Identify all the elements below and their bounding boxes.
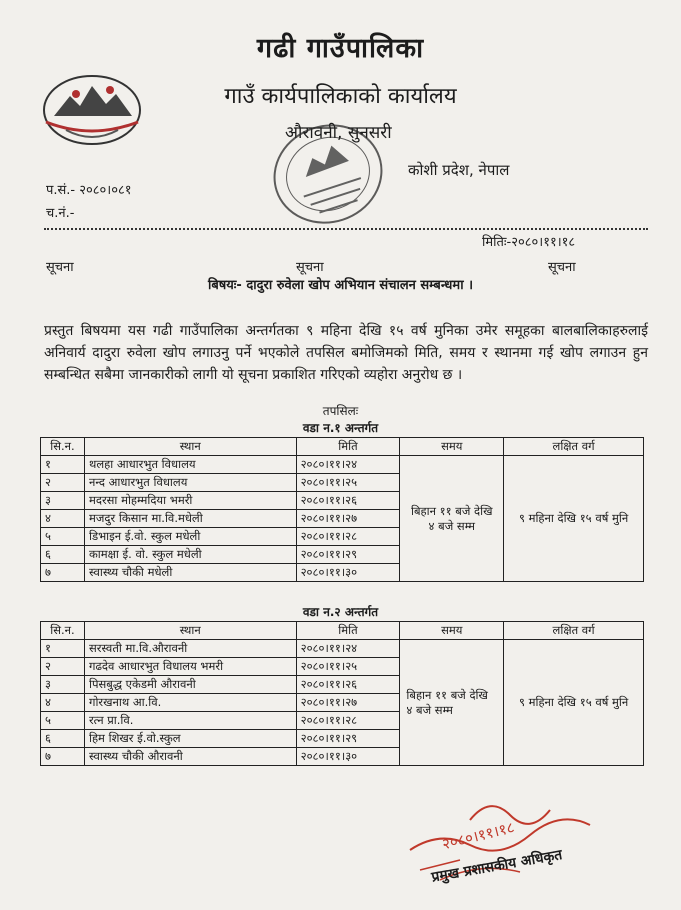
date-cell: २०८०।११।२४ [296,640,400,658]
col-serial: सि.न. [41,622,85,640]
serial-cell: ३ [41,492,85,510]
place-cell: स्वास्थ्य चौकी औरावनी [84,748,296,766]
province-name: कोशी प्रदेश, नेपाल [408,161,510,179]
serial-cell: १ [41,456,85,474]
header-divider [44,228,648,230]
serial-cell: ५ [41,528,85,546]
place-cell: गढदेव आधारभुत विधालय भमरी [84,658,296,676]
place-cell: थलहा आधारभुत विधालय [84,456,296,474]
table-header-row [41,622,644,640]
place-cell: मदरसा मोहम्मदिया भमरी [84,492,296,510]
ward1-caption: वडा न.१ अन्तर्गत [302,421,379,435]
place-cell: पिसबुद्ध एकेडमी औरावनी [84,676,296,694]
date-cell: २०८०।११।२५ [296,474,400,492]
signature-date: २०८०।११।१८ [440,818,517,854]
date-cell: २०८०।११।३० [296,564,400,582]
date-cell: २०८०।११।२८ [296,712,400,730]
subject-line: बिषयः- दादुरा रुवेला खोप अभियान संचालन सम्बन्धमा । [207,278,474,293]
office-stamp [268,118,388,230]
office-location: औरावनी, सुनसरी [285,123,392,143]
col-target: लक्षित वर्ग [504,438,644,456]
schedule-heading: तपसिलः [322,404,359,418]
page-title: गढी गाउँपालिका [256,33,425,64]
notice-label-center: सूचना [296,260,324,275]
ward2-caption: वडा न.२ अन्तर्गत [302,605,379,619]
table-row [41,640,644,658]
notice-label-right: सूचना [548,260,576,275]
date-cell: २०८०।११।२६ [296,676,400,694]
place-cell: मजदुर किसान मा.वि.मधेली [84,510,296,528]
place-cell: सरस्वती मा.वि.औरावनी [84,640,296,658]
col-target: लक्षित वर्ग [504,622,644,640]
col-place: स्थान [84,438,296,456]
date-cell: २०८०।११।२८ [296,528,400,546]
col-serial: सि.न. [41,438,85,456]
date-cell: २०८०।११।२५ [296,658,400,676]
date-cell: २०८०।११।२६ [296,492,400,510]
date-cell: २०८०।११।२९ [296,730,400,748]
dispatch-number: च.नं.- [46,206,75,221]
target-cell: ९ महिना देखि १५ वर्ष मुनि [504,456,644,582]
table-row [41,456,644,474]
serial-cell: २ [41,658,85,676]
col-date: मिति [296,438,400,456]
serial-cell: ४ [41,694,85,712]
ward2-table [40,621,644,766]
signatory-designation: प्रमुख प्रशासकीय अधिकृत [430,846,564,886]
place-cell: डिभाइन ई.वो. स्कुल मधेली [84,528,296,546]
time-cell: बिहान ११ बजे देखि ४ बजे सम्म [400,456,504,582]
serial-cell: १ [41,640,85,658]
table-header-row [41,438,644,456]
place-cell: रत्न प्रा.वि. [84,712,296,730]
time-cell: बिहान ११ बजे देखि ४ बजे सम्म [400,640,504,766]
date-cell: २०८०।११।३० [296,748,400,766]
letter-date: मितिः-२०८०।११।१८ [482,235,576,250]
date-cell: २०८०।११।२९ [296,546,400,564]
place-cell: हिम शिखर ई.वो.स्कुल [84,730,296,748]
office-name: गाउँ कार्यपालिकाको कार्यालय [224,84,457,109]
serial-cell: ७ [41,564,85,582]
place-cell: नन्द आधारभुत विधालय [84,474,296,492]
notice-label-left: सूचना [46,260,74,275]
ward1-table [40,437,644,582]
place-cell: कामक्षा ई. वो. स्कुल मधेली [84,546,296,564]
col-time: समय [400,438,504,456]
serial-cell: ५ [41,712,85,730]
notice-body: प्रस्तुत बिषयमा यस गढी गाउँपालिका अन्तर्गतका ९ महिना देखि १५ वर्ष मुनिका उमेर समूहका बालबालिकाहरुलाई अनिवार्य दादुरा रुवेला खोप लगाउनु पर्ने भएकोले तपसिल बमोजिमको मिति, समय र स्थानमा गई खोप लगाउन हुन सम्बन्धित सबैमा जानकारीको लागी यो सूचना प्रकाशित गरिएको व्यहोरा अनुरोध छ । [44,323,648,383]
place-cell: स्वास्थ्य चौकी मधेली [84,564,296,582]
serial-cell: ६ [41,730,85,748]
date-cell: २०८०।११।२४ [296,456,400,474]
place-cell: गोरखनाथ आ.वि. [84,694,296,712]
date-cell: २०८०।११।२७ [296,694,400,712]
serial-cell: ३ [41,676,85,694]
serial-cell: ४ [41,510,85,528]
serial-cell: ७ [41,748,85,766]
col-date: मिति [296,622,400,640]
date-cell: २०८०।११।२७ [296,510,400,528]
target-cell: ९ महिना देखि १५ वर्ष मुनि [504,640,644,766]
signature-mark [400,790,600,900]
reference-number: प.सं.- २०८०।०८१ [46,183,132,198]
serial-cell: ६ [41,546,85,564]
col-time: समय [400,622,504,640]
col-place: स्थान [84,622,296,640]
serial-cell: २ [41,474,85,492]
